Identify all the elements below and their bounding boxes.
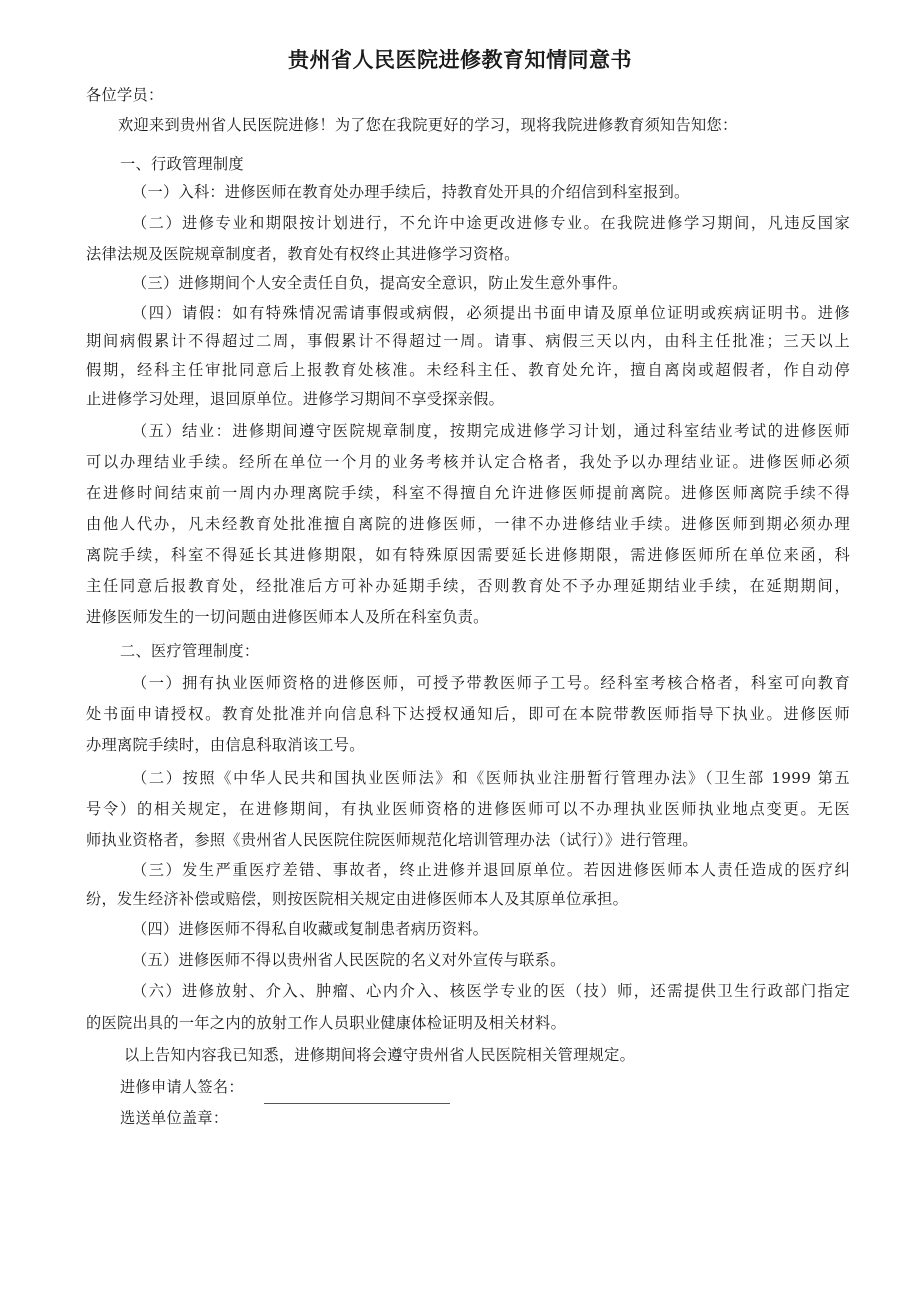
admin-item-4-line-1: （四）请假：如有特殊情况需请事假或病假，必须提出书面申请及原单位证明或疾病证明书。进修 [132, 304, 850, 322]
medical-item-2-line-2: 号令）的相关规定，在进修期间，有执业医师资格的进修医师可以不办理执业医师执业地点变更。无医 [86, 800, 850, 818]
admin-item-5-line-6: 主任同意后报教育处，经批准后方可补办延期手续，否则教育处不予办理延期结业手续，在延期期间， [86, 577, 850, 595]
section-heading-administrative: 一、行政管理制度 [120, 155, 244, 173]
admin-item-4-line-3: 假期，经科主任审批同意后上报教育处核准。未经科主任、教育处允许，擅自离岗或超假者，作自动停 [86, 361, 850, 379]
admin-item-5-line-4: 由他人代办，凡未经教育处批准擅自离院的进修医师，一律不办进修结业手续。进修医师到期必须办理 [86, 515, 850, 533]
medical-item-2-line-1: （二）按照《中华人民共和国执业医师法》和《医师执业注册暂行管理办法》（卫生部 1999 第五 [132, 769, 850, 787]
medical-item-1-line-1: （一）拥有执业医师资格的进修医师，可授予带教医师子工号。经科室考核合格者，科室可向教育 [132, 674, 850, 692]
admin-item-4-line-2: 期间病假累计不得超过二周，事假累计不得超过一周。请事、病假三天以内，由科主任批准；三天以上 [86, 332, 850, 350]
admin-item-2-line-1: （二）进修专业和期限按计划进行，不允许中途更改进修专业。在我院进修学习期间，凡违反国家 [132, 214, 850, 232]
medical-item-3-line-2: 纷，发生经济补偿或赔偿，则按医院相关规定由进修医师本人及其原单位承担。 [86, 890, 629, 908]
medical-item-1-line-2: 处书面申请授权。教育处批准并向信息科下达授权通知后，即可在本院带教医师指导下执业。进修医师 [86, 705, 850, 723]
document-title: 贵州省人民医院进修教育知情同意书 [288, 48, 632, 72]
medical-item-3-line-1: （三）发生严重医疗差错、事故者，终止进修并退回原单位。若因进修医师本人责任造成的医疗纠 [132, 861, 850, 879]
intro-paragraph: 欢迎来到贵州省人民医院进修！为了您在我院更好的学习，现将我院进修教育须知告知您： [118, 116, 738, 134]
admin-item-5-line-1: （五）结业：进修期间遵守医院规章制度，按期完成进修学习计划，通过科室结业考试的进修医师 [132, 422, 850, 440]
medical-item-5-line-1: （五）进修医师不得以贵州省人民医院的名义对外宣传与联系。 [132, 951, 566, 969]
admin-item-5-line-7: 进修医师发生的一切问题由进修医师本人及所在科室负责。 [86, 608, 489, 626]
unit-stamp-label: 选送单位盖章： [120, 1109, 229, 1127]
medical-item-1-line-3: 办理离院手续时，由信息科取消该工号。 [86, 736, 365, 754]
section-heading-medical: 二、医疗管理制度： [120, 642, 260, 660]
admin-item-4-line-4: 止进修学习处理，退回原单位。进修学习期间不享受探亲假。 [86, 390, 505, 408]
admin-item-2-line-2: 法律法规及医院规章制度者，教育处有权终止其进修学习资格。 [86, 245, 520, 263]
admin-item-5-line-2: 可以办理结业手续。经所在单位一个月的业务考核并认定合格者，我处予以办理结业证。进修医师必须 [86, 453, 850, 471]
medical-item-2-line-3: 师执业资格者，参照《贵州省人民医院住院医师规范化培训管理办法（试行）》进行管理。 [86, 831, 698, 849]
medical-item-6-line-2: 的医院出具的一年之内的放射工作人员职业健康体检证明及相关材料。 [86, 1014, 567, 1032]
consent-statement: 以上告知内容我已知悉，进修期间将会遵守贵州省人民医院相关管理规定。 [124, 1046, 636, 1064]
greeting: 各位学员： [86, 86, 164, 104]
medical-item-6-line-1: （六）进修放射、介入、肿瘤、心内介入、核医学专业的医（技）师，还需提供卫生行政部门指定 [132, 982, 850, 1000]
medical-item-4-line-1: （四）进修医师不得私自收藏或复制患者病历资料。 [132, 920, 489, 938]
admin-item-5-line-5: 离院手续，科室不得延长其进修期限，如有特殊原因需要延长进修期限，需进修医师所在单位来函，科 [86, 546, 850, 564]
admin-item-3-line-1: （三）进修期间个人安全责任自负，提高安全意识，防止发生意外事件。 [132, 274, 628, 292]
applicant-signature-label: 进修申请人签名： [120, 1078, 244, 1096]
admin-item-5-line-3: 在进修时间结束前一周内办理离院手续，科室不得擅自允许进修医师提前离院。进修医师离院手续不得 [86, 484, 850, 502]
admin-item-1-line-1: （一）入科：进修医师在教育处办理手续后，持教育处开具的介绍信到科室报到。 [132, 183, 690, 201]
